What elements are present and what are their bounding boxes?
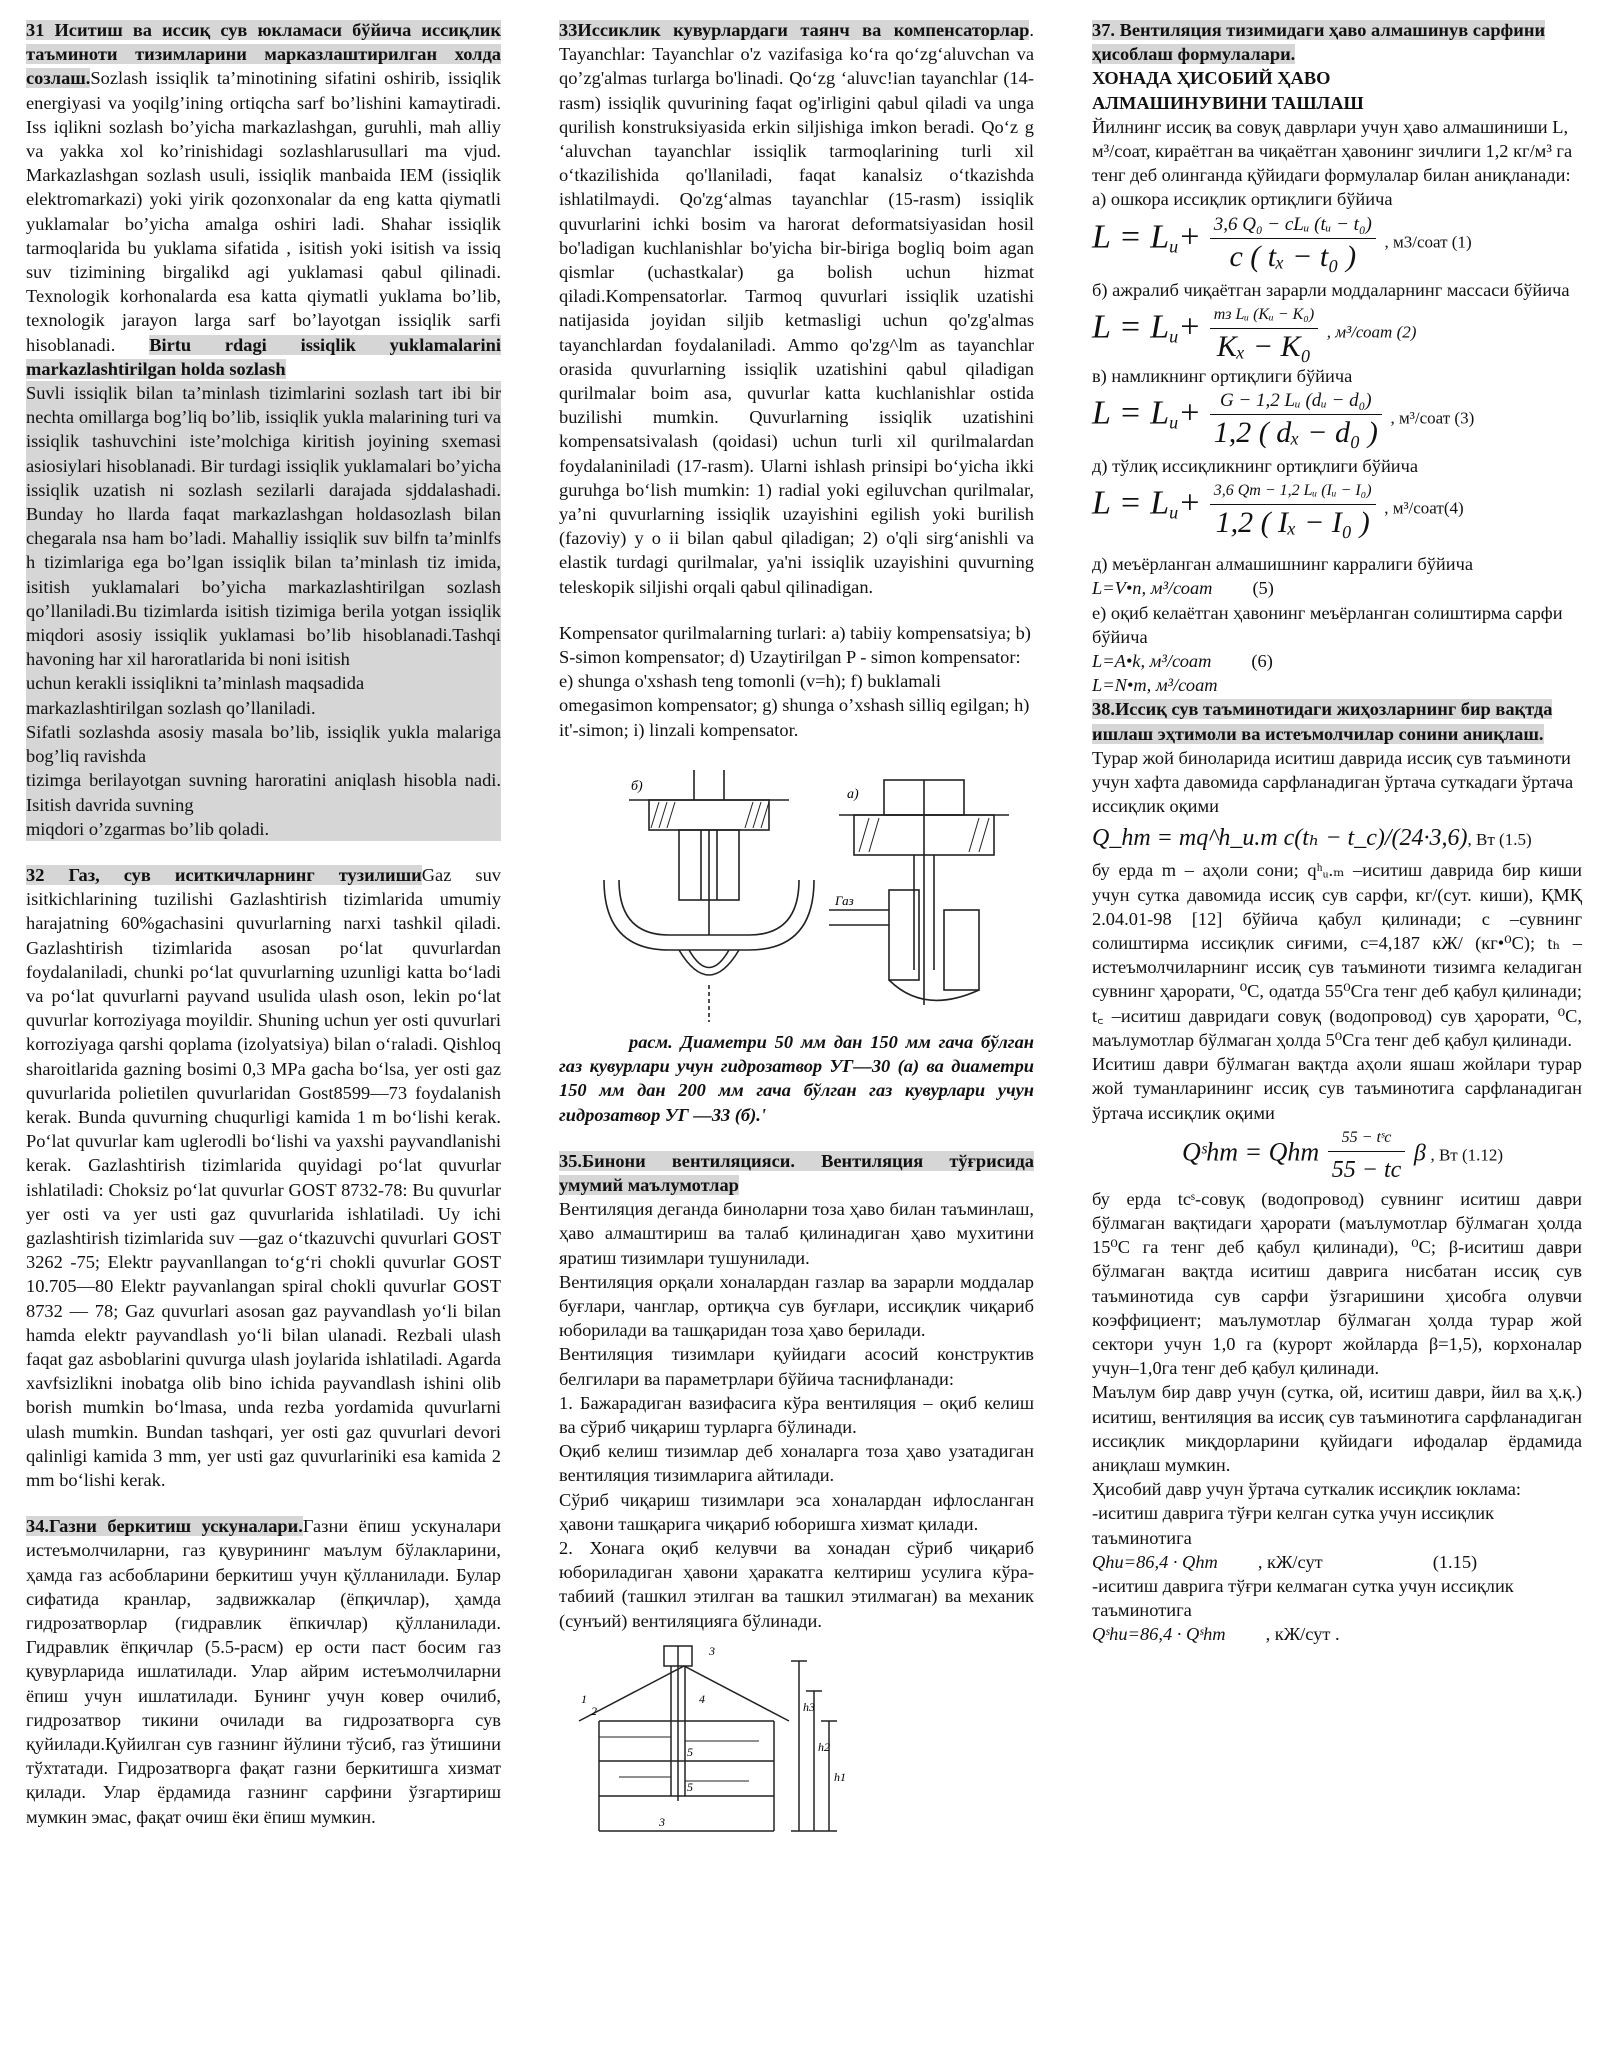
- formula-3-denominator: 1,2 ( dₓ − d₀ ): [1213, 416, 1378, 450]
- formula-10: Qhu=86,4 · Qhm , кЖ/сут (1.15): [1092, 1551, 1478, 1572]
- section-32: [26, 863, 501, 1492]
- section-38-heading: [1092, 697, 1582, 745]
- section-34-text: Газни ёпиш ускуналари истеъмолчиларни, газ қувурининг маълум бўлакларини, ҳамда газ асбобларини беркитиш учун қўлланилади. Булар сифатида кранлар, задвижкалар (ёпқичлар), ҳамда гидрозатворлар (гидравлик ёпкичлар) қўлланилади. Гидравлик ёпқичлар (5.5-расм) ер ости паст босим газ қувурларида ишлатилади. Улар айрим истеъмолчиларни ёпиш учун ишлатилади. Бунинг учун ковер очилиб, гидрозатвор тикини очилади ва гидрозатворга сув қуйилади.Қуйилган сув газнинг йўлини тўсиб, газ ўтишини тўхтатади. Гидрозатворга фақат газни беркитишга хизмат қилади. Улар ёрдамида газнинг сарфини ўзгартириш мумкин эмас, фақат очиш ёки ёпиш мумкин.: [26, 1516, 501, 1827]
- formula-1-sub: u: [1169, 236, 1179, 257]
- section-35-heading: [559, 1149, 1034, 1197]
- section-35-p7: 2. Хонага оқиб келувчи ва хонадан сўриб чиқариб юбориладиган ҳавони ҳаракатга келтириш усулига кўра-табиий (ташкил этилган ва ташкил этилмаган) ва механик (сунъий) вентиляцияга бўлинади.: [559, 1537, 1034, 1631]
- fig1-label-gas: Газ: [835, 892, 854, 908]
- section-31-paragraph-2: Suvli issiqlik bilan ta’minlash tizimlarini sozlash tart ibi bir nechta omillarga bog’liq bo’lib, issiqlik yukla malarining turi va issiqlik tashuvchini iste’molchiga kiritish joyining sxemasi asiosiylari hisoblanadi. Bir turdagi issiqlik yuklamalari bo’yicha issiqlik uzatish ni sozlash sezilarli darajada sjddalashadi. Bunday ho llarda faqat markazlashgan holdasozlash bilan chegarala nsa ham bo’ladi. Mahalliy issiqlik suv bilfn ta’minlfs h tizimlariga ega bo’lgan issiqlik bilan ta’minlash tiz imida, isitish yuklamalari bo’yicha markazlashtirilgan sozlash qo’llaniladi.Bu tizimlarda isitish tizimiga berila yotgan issiqlik miqdori asosiy issiqlik yuklamasi bo’lib hisoblanadi.Tashqi havoning har xil haroratlarida bi noni isitish: [26, 381, 501, 671]
- section-35-p3: Вентиляция тизимлари қуйидаги асосий конструктив белгилари ва параметрлари бўйича таснифланади:: [559, 1344, 1034, 1389]
- section-33-title: 33Иссиклик кувурлардаги таянч ва компенсаторлар: [559, 20, 1030, 40]
- section-31-bold-heading: Birtu rdagi issiqlik yuklamalarini markazlashtirilgan holda sozlash: [26, 334, 501, 379]
- section-38-p7: -иситиш даврига тўғри келган сутка учун иссиқлик таъминотига: [1092, 1503, 1495, 1548]
- hydroseal-drawing: [559, 760, 1034, 1030]
- section-33-text: . Tayanchlar: Tayanchlar o'z vazifasiga ko‘ra qo‘zg‘aluvchan va qo’zg'almas turlarga bo'linadi. Qo‘zg ‘aluvc!ian tayanchlar (14-rasm) issiqlik quvurining faqat og'irligini qabul qiladi va unga qurilish konstruksiyasida erkin siljishiga imkon beradi. Qo‘z g ‘aluvchan tayanchlar issiqlik tarmoqlarining turli xil o‘tkazilishida qo'llaniladi, faqat kanalsiz o‘tkazishda ishlatilmaydi. Qo'zg‘almas tayanchlar (15-rasm) issiqlik quvurlarini ichki bosim va harorat deformatsiyasidan hosil bo'ladigan kuchlanishlar bo'yicha bir-biriga bogliq boim agan qismlar (uchastkalar) ga bolish uchun hizmat qiladi.Kompensatorlar. Tarmoq quvurlari issiqlik uzatishi natijasida joyidan siljib ketmasligi uchun qo'zg'almas tayanchlardan foydalaniladi. Ammo qo'zg^lm as tayanchlar orasida quvurlarning issiqlik uzatishini qabul qiladigan qurilmalar boim asa, quvurlar katta kuchlanishlar ostida buzilishi mumkin. Quvurlarning issiqlik uzatishini kompensatsivalash (qoidasi) uchun turli xil qurilmalardan foydalaniniladi (17-rasm). Ularni ishlash prinsipi bo‘yicha ikki guruhga bo‘lish mumkin: 1) radial yoki egiluvchan qurilmalar, ya’ni quvurlarning issiqlik uzayishini egilish yoki burilish (fazoviy) y o ii bilan qabul qiladigan; 2) o'qli sirg‘anishli va elastik turdagi qurilmalar, ya'ni issiqlik uzayishini quvurning teleskopik siljishi orqali qabul qilinadigan.: [559, 20, 1034, 597]
- formula-d-label: д) меъёрланган алмашишнинг карралиги бўйича: [1092, 554, 1474, 575]
- compensator-types: Kompensator qurilmalarning turlari: a) tabiiy kompensatsiya; b) S-simon kompensator; d) Uzaytirilgan P - simon kompensator: e) shunga o'xshash teng tomonli (v=h); f) buklamali omegasimon kompensator; g) shunga o’xshash silliq egilgan; h) it'-simon; i) linzali kompensator.: [559, 622, 1031, 740]
- vent-label-5b: 5: [687, 1779, 693, 1794]
- section-38-p1: Турар жой биноларида иситиш даврида иссиқ сув таъминоти учун хафта давомида сарфланадиган ўртача суткадаги ўртача иссиқлик оқими: [1092, 747, 1574, 817]
- vent-label-4: 4: [699, 1691, 705, 1706]
- section-38-title: 38.Иссиқ сув таъминотидаги жиҳозларнинг бир вақтда ишлаш эҳтимоли ва истеъмолчилар сонини аниқлаш.: [1092, 699, 1553, 744]
- formula-1-denominator: c ( tₓ − t₀ ): [1229, 239, 1357, 273]
- section-32-text: Gaz suv isitkichlarining tuzilishi Gazlashtirish tizimlarida umumiy harajatning 60%gachasini quvurlarning narxi tashkil qiladi. Gazlashtirish tizimlarida asosan po‘lat quvurlardan foydalaniladi, chunki po‘lat quvurlarning uzunligi katta bo‘ladi va po‘lat quvurlarni payvand usulida ulash oson, lekin po‘lat quvurlar korroziyaga moyildir. Shuning uchun yer osti quvurlari korroziyaga qarshi qoplama (izolyatsiya) bilan o‘raladi. Qishloq sharoitlarida gazning bosimi 0,3 MPa gacha bo‘lsa, yer osti gaz quvurlarida polietilen quvurlaridan Gost8599—73 foydalanish kerak. Bunda quvurning chuqurligi kamida 1 m bo‘lishi kerak. Po‘lat quvurlar kam uglerodli bo‘lishi va yaxshi payvandlanishi kerak. Gazlashtirish tizimlarida quyidagi po‘lat quvurlar ishlatiladi: Choksiz po‘lat quvurlar GOST 8732-78: Bu quvurlar yer osti va yer usti gaz quvurlarida ishlatiladi. Uy ichi gazlashtirish tizimlarida suv —gaz o‘tkazuvchi quvurlari GOST 3262 -75; Elektr payvanllangan to‘g‘ri chokli quvurlar GOST 10.705—80 Elektr payvanlangan spiral chokli quvurlar GOST 8732 — 78; Gaz quvurlari asosan gaz payvandlash yo‘li bilan hamda elektr payvandlash yo‘li bilan ulanadi. Rezbali ulash faqat gaz asboblarini quvurga ulash joylarida ishlatiladi. Agarda xavfsizlikni inobatga olib bino ichida payvandlash ishini olib borish mumkin bo‘lmasa, unda rezba yordamida quvurlarni ulash mumkin. Bundan tashqari, yer osti gaz quvurlari devori qalinligi kamida 3 mm, yer usti gaz quvurlariniki esa kamida 2 mm bo‘lishi kerak.: [26, 864, 501, 1490]
- formula-9: Qˢhm = Qhm $\frac{\text{55 − tˢc}}{55 - tc}$ β , Вт (1.12): [1092, 1125, 1582, 1187]
- section-37-title: 37. Вентиляция тизимидаги ҳаво алмашинув сарфини ҳисоблаш формулалари.: [1092, 20, 1546, 65]
- roof-line: [579, 1666, 789, 1721]
- ventilation-figure: [559, 1641, 1034, 1841]
- vent-label-2: 2: [591, 1703, 597, 1718]
- hydroseal-figure: [559, 760, 1034, 1030]
- formula-2-denominator: Kₓ − K₀: [1216, 329, 1312, 363]
- section-38-p8: -иситиш даврига тўғри келмаган сутка учун иссиқлик таъминотига: [1092, 1575, 1514, 1621]
- formula-11: Qˢhu=86,4 · Qˢhm , кЖ/сут .: [1092, 1624, 1340, 1645]
- formula-1-tag: , м3/соат (1): [1384, 232, 1472, 252]
- section-38-p3: Иситиш даври бўлмаган вақтда аҳоли яшаш жойлари турар жой туманларининг иссиқ сув таъминотига сарфланадиган ўртача иссиқлик оқими: [1092, 1054, 1582, 1123]
- vent-label-h1: h1: [834, 1769, 846, 1784]
- section-31-paragraph-6: tizimga berilayotgan suvning haroratini aniqlash hisobla nadi. Isitish davrida suvning: [26, 768, 501, 816]
- section-33: [559, 18, 1034, 599]
- section-31-title: 31 Иситиш ва иссиқ сув юкламаси бўйича иссиқлик таъминоти тизимларини марказлаштирилган холда созлаш.: [26, 20, 501, 89]
- formula-2: $L = L_u+$ $\frac{\text{mз Lᵤ (Kᵤ − K₀)}}{\text{Kₓ − K₀}}$ , м³/соат (2): [1092, 302, 1582, 364]
- formula-1-lhs: L = L: [1092, 218, 1170, 256]
- section-31-paragraph-3: uchun kerakli issiqlikni ta’minlash maqsadida: [26, 671, 501, 695]
- formula-a-label: а) ошкора иссиқлик ортиқлиги бўйича: [1092, 189, 1393, 210]
- formula-3-numerator: G − 1,2 Lᵤ (dᵤ − d₀): [1210, 388, 1382, 415]
- section-31-paragraph-4: markazlashtirilgan sozlash qo’llaniladi.: [26, 696, 501, 720]
- section-37-heading: [1092, 18, 1582, 66]
- section-35-p6: Сўриб чиқариш тизимлари эса хоналардан ифлосланган ҳавони ташқарига чиқариб юборишга хизмат қилади.: [559, 1489, 1034, 1534]
- formula-e-label: е) оқиб келаётган ҳавонинг меъёрланган солиштирма сарфи бўйича: [1092, 602, 1563, 647]
- formula-2-numerator: mз Lᵤ (Kᵤ − K₀): [1210, 302, 1318, 329]
- section-31-paragraph-5: Sifatli sozlashda asosiy masala bo’lib, issiqlik yukla malariga bog’liq ravishda: [26, 720, 501, 768]
- section-38-p6: Ҳисобий давр учун ўртача суткалик иссиқлик юклама:: [1092, 1479, 1522, 1500]
- section-35-p4: 1. Бажарадиган вазифасига кўра вентиляция – оқиб келиш ва сўриб чиқариш турларга бўлинади.: [559, 1392, 1034, 1437]
- ventilation-drawing: [559, 1641, 859, 1841]
- section-38-p5: Маълум бир давр учун (сутка, ой, иситиш даври, йил ва ҳ.қ.) иситиш, вентиляция ва иссиқ сув таъминотига сарфланадиган иссиқлик миқдорларини қуйидаги ифодалар ёрдамида аниқлаш мумкин.: [1092, 1382, 1582, 1475]
- formula-6: L=A•k, м³/соат (6): [1092, 651, 1273, 672]
- formula-1: $L = L_u+$ $\frac{\text{3,6 Q₀ − cLᵤ (tᵤ − t₀)}}{\text{c ( tₓ − t₀ )}}$ , м3/соат (1): [1092, 213, 1472, 273]
- section-35-p2: Вентиляция орқали хоналардан газлар ва зарарли моддалар буғлари, чанглар, ортиқча сув буғлари, иссиқлик чиқариб юборилади ва ташқаридан тоза ҳаво берилади.: [559, 1271, 1034, 1341]
- formula-1-numerator: 3,6 Q₀ − cLᵤ (tᵤ − t₀): [1210, 212, 1376, 239]
- vent-label-h3: h3: [803, 1699, 815, 1714]
- vent-label-5a: 5: [687, 1744, 693, 1759]
- section-31-paragraph: Sozlash issiqlik ta’minotining sifatini oshirib, issiqlik energiyasi va yoqilg’ining ortiqcha sarf bo’lishini kamaytiradi. Iss iqlikni sozlash bo’yicha markazlashgan, guruhli, mah alliy va yakka xol ko’rinishidagi sozlashlarusullari ma vjud. Markazlashgan sozlash usuli, issiqlik manbaida IEM (issiqlik elektromarkazi) yoki yirik qozonxonalar da eng katta qiymatli yuklamalar bo’yicha amalga oshiri ladi. Shahar issiqlik tarmoqlarida bu yuklama sifatida , isitish yoki isitish va issiq suv tizimining birgalikd agi yuklamasi qabul qilinadi. Texnologik korhonalarda esa katta qiymatli yuklama bo’lib, texnologik jarayon larga sarf bo’layotgan issiqlik sarfi hisoblanadi.: [26, 68, 501, 355]
- vent-label-1: 1: [581, 1691, 587, 1706]
- vent-label-3a: 3: [709, 1643, 715, 1658]
- formula-3: $L = L_u+$ $\frac{\text{G − 1,2 Lᵤ (dᵤ − d₀)}}{\text{1,2 ( dₓ − d₀ )}}$ , м³/соат (3): [1092, 390, 1475, 450]
- formula-8: Q_hm = mq^h_u.m c(tₕ − t_c)/(24·3,6), Вт (1.5): [1092, 825, 1532, 852]
- section-38-p4: бу ерда tcˢ-совуқ (водопровод) сувнинг иситиш даври бўлмаган вақтидаги ҳарорати (маълумотлар бўлмаган ҳолда 15⁰C га тенг деб қабул қилинади), ⁰C; β-иситиш даври бўлмаган вақтда иситиш даврига нисбатан иссиқ сув таъминотида сув сарфи ўзгаришини ҳисобга олувчи коэффициент; маълумотлар бўлмаган ҳолда турар жой сектори учун 1,0 га (курорт жойларда β=1,5), корхоналар учун–1,0га тенг деб қабул қилинади.: [1092, 1188, 1582, 1379]
- formula-v-label: в) намликнинг ортиқлиги бўйича: [1092, 365, 1353, 386]
- formula-7: L=N•m, м³/соат: [1092, 675, 1218, 696]
- vent-label-h2: h2: [818, 1739, 830, 1754]
- formula-4-denominator: 1,2 ( Iₓ − I₀ ): [1215, 506, 1370, 540]
- column-3: [1092, 18, 1582, 1647]
- column-1: [26, 18, 501, 1829]
- formula-g-label: д) тўлиқ иссиқликнинг ортиқлиги бўйича: [1092, 456, 1419, 477]
- section-31-paragraph-7: miqdori o’zgarmas bo’lib qoladi.: [26, 817, 501, 841]
- section-37-subtitle-2: АЛМАШИНУВИНИ ТАШЛАШ: [1092, 92, 1364, 113]
- section-38-p2: бу ерда m – аҳоли сони; qʰᵤ.ₘ –иситиш даврида бир киши учун сутка давомида иссиқ сув сарфи, кг/(сут. киши), ҚМҚ 2.04.01-98 [12] бўйича қабул қилинади; c –сувнинг солиштирма иссиқлик сиғими, c=4,187 кЖ/ (кг•⁰C); tₕ –истеъмолчиларнинг иссиқ сув таъминоти тизимга келадиган сувнинг ҳарорати, ⁰C, одатда 55⁰Cга тенг деб қабул қилинади; t꜀ –иситиш давридаги совуқ (водопровод) сув ҳарорати, ⁰C, маълумотлар бўлмаган ҳолда 5⁰Cга тенг деб қабул қилинади.: [1092, 860, 1582, 1050]
- section-34: [26, 1514, 501, 1829]
- formula-3-tag: , м³/соат (3): [1390, 408, 1475, 428]
- formula-2-tag: , м³/соат (2): [1326, 322, 1417, 342]
- fig1-label-a: а): [847, 786, 859, 802]
- section-37-subtitle-1: ХОНАДА ҲИСОБИЙ ҲАВО: [1092, 68, 1331, 89]
- formula-4: $L = L_u+$ $\frac{\text{3,6 Qт − 1,2 Lᵤ (Iᵤ − I₀)}}{\text{1,2 ( Iₓ − I₀ )}}$ , м³/соат(4): [1092, 478, 1582, 552]
- section-35-p1: Вентиляция деганда бинoларни тоза ҳаво билан таъминлаш, ҳаво алмаштириш ва талаб қилинадиган ҳаво мухитини яратиш тизимлари тушунилади.: [559, 1199, 1034, 1268]
- formula-b-label: б) ажралиб чиқаётган зарарли моддаларнинг массаси бўйича: [1092, 279, 1570, 300]
- section-32-title: 32 Газ, сув иситкичларнинг тузилиши: [26, 864, 422, 885]
- section-34-title: 34.Газни беркитиш ускуналари.: [26, 1516, 303, 1537]
- fig1-label-b: б): [631, 778, 643, 794]
- formula-5: L=V•n, м³/соат (5): [1092, 578, 1274, 599]
- figure-caption: расм. Диаметри 50 мм дан 150 мм гача бўлган газ кувурлари учун гидрозатвор УГ—30 (а) ва диаметри 150 мм дан 200 мм гача бўлган газ кувурлари учун гидрозатвор УГ —33 (б).': [559, 1031, 1034, 1125]
- seal-b-cover: [649, 800, 769, 830]
- section-31: [26, 18, 501, 381]
- formula-4-tag: , м³/соат(4): [1384, 498, 1464, 518]
- column-2: [559, 18, 1034, 1841]
- formula-4-numerator: 3,6 Qт − 1,2 Lᵤ (Iᵤ − I₀): [1210, 478, 1376, 505]
- section-35-title: 35.Бинони вентиляцияси. Вентиляция тўғрисида умумий маълумотлар: [559, 1150, 1034, 1195]
- section-35-p5: Оқиб келиш тизимлар деб хоналарга тоза ҳаво узатадиган вентиляция тизимларига айтилади.: [559, 1441, 1034, 1486]
- vent-label-3b: 3: [659, 1814, 665, 1829]
- section-37-intro: Йилнинг иссиқ ва совуқ даврлари учун ҳаво алмашиниши L, м³/соат, кираётган ва чиқаётган ҳавонинг зичлиги 1,2 кг/м³ га тенг деб олинганда қўйидаги формулалар билан аниқланади:: [1092, 116, 1573, 186]
